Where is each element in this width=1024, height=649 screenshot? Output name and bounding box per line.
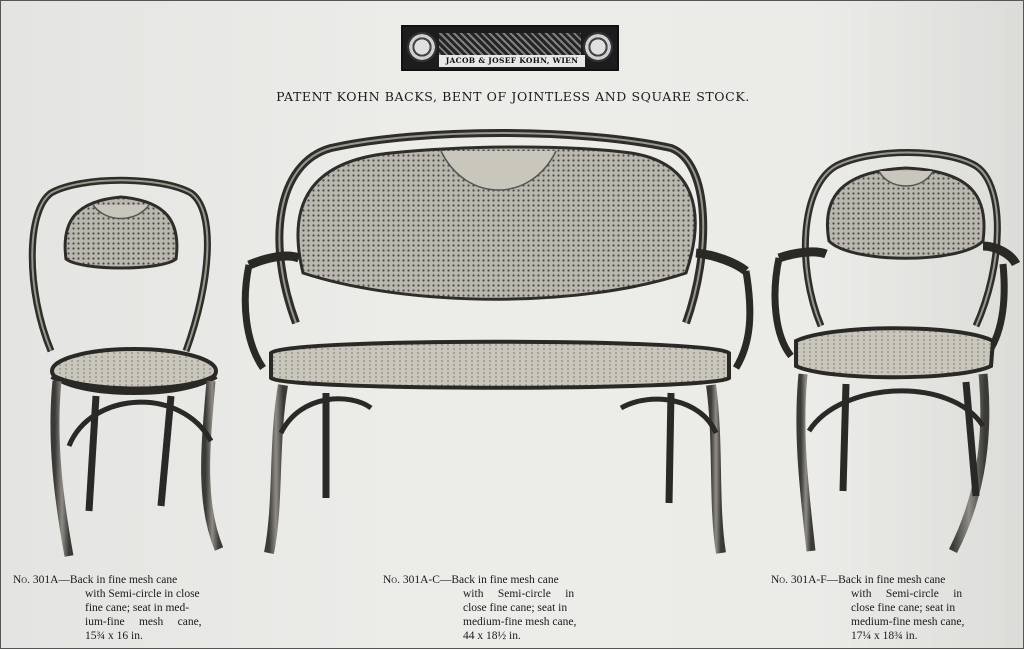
caption-line bbox=[13, 573, 243, 587]
caption-text: —Back in fine mesh cane bbox=[439, 574, 559, 586]
caption-line: medium-fine mesh cane, bbox=[463, 616, 577, 628]
side-chair-illustration bbox=[21, 171, 236, 566]
item-number: No. 301A-F bbox=[771, 574, 827, 586]
caption-301a-f bbox=[771, 573, 1001, 643]
maker-label bbox=[401, 25, 619, 71]
caption-line: ium-fine mesh cane, bbox=[85, 616, 202, 628]
caption-line: 44 x 18½ in. bbox=[463, 630, 521, 642]
right-medallion-icon bbox=[583, 32, 613, 62]
item-number: No. 301A-C bbox=[383, 574, 440, 586]
caption-line bbox=[383, 573, 613, 587]
settee-illustration bbox=[241, 123, 761, 563]
caption-301a bbox=[13, 573, 243, 643]
armchair-illustration bbox=[771, 146, 1021, 561]
maker-name: JACOB & JOSEF KOHN, WIEN bbox=[439, 55, 585, 67]
caption-text: —Back in fine mesh cane bbox=[826, 574, 946, 586]
caption-line: with Semi-circle in bbox=[463, 588, 575, 600]
caption-text: —Back in fine mesh cane bbox=[58, 574, 178, 586]
caption-line: fine cane; seat in med- bbox=[85, 602, 190, 614]
caption-line: medium-fine mesh cane, bbox=[851, 616, 965, 628]
caption-line bbox=[771, 573, 1001, 587]
left-medallion-icon bbox=[407, 32, 437, 62]
caption-line: 17¼ x 18¾ in. bbox=[851, 630, 918, 642]
caption-line: close fine cane; seat in bbox=[851, 602, 956, 614]
ornament-band bbox=[439, 33, 581, 55]
item-number: No. 301A bbox=[13, 574, 59, 586]
page-heading: PATENT KOHN BACKS, BENT OF JOINTLESS AND SQUARE STOCK. bbox=[276, 89, 750, 104]
caption-301a-c bbox=[383, 573, 613, 643]
caption-line: 15¾ x 16 in. bbox=[85, 630, 143, 642]
caption-line: with Semi-circle in bbox=[851, 588, 963, 600]
caption-line: with Semi-circle in close bbox=[85, 588, 200, 600]
caption-line: close fine cane; seat in bbox=[463, 602, 568, 614]
